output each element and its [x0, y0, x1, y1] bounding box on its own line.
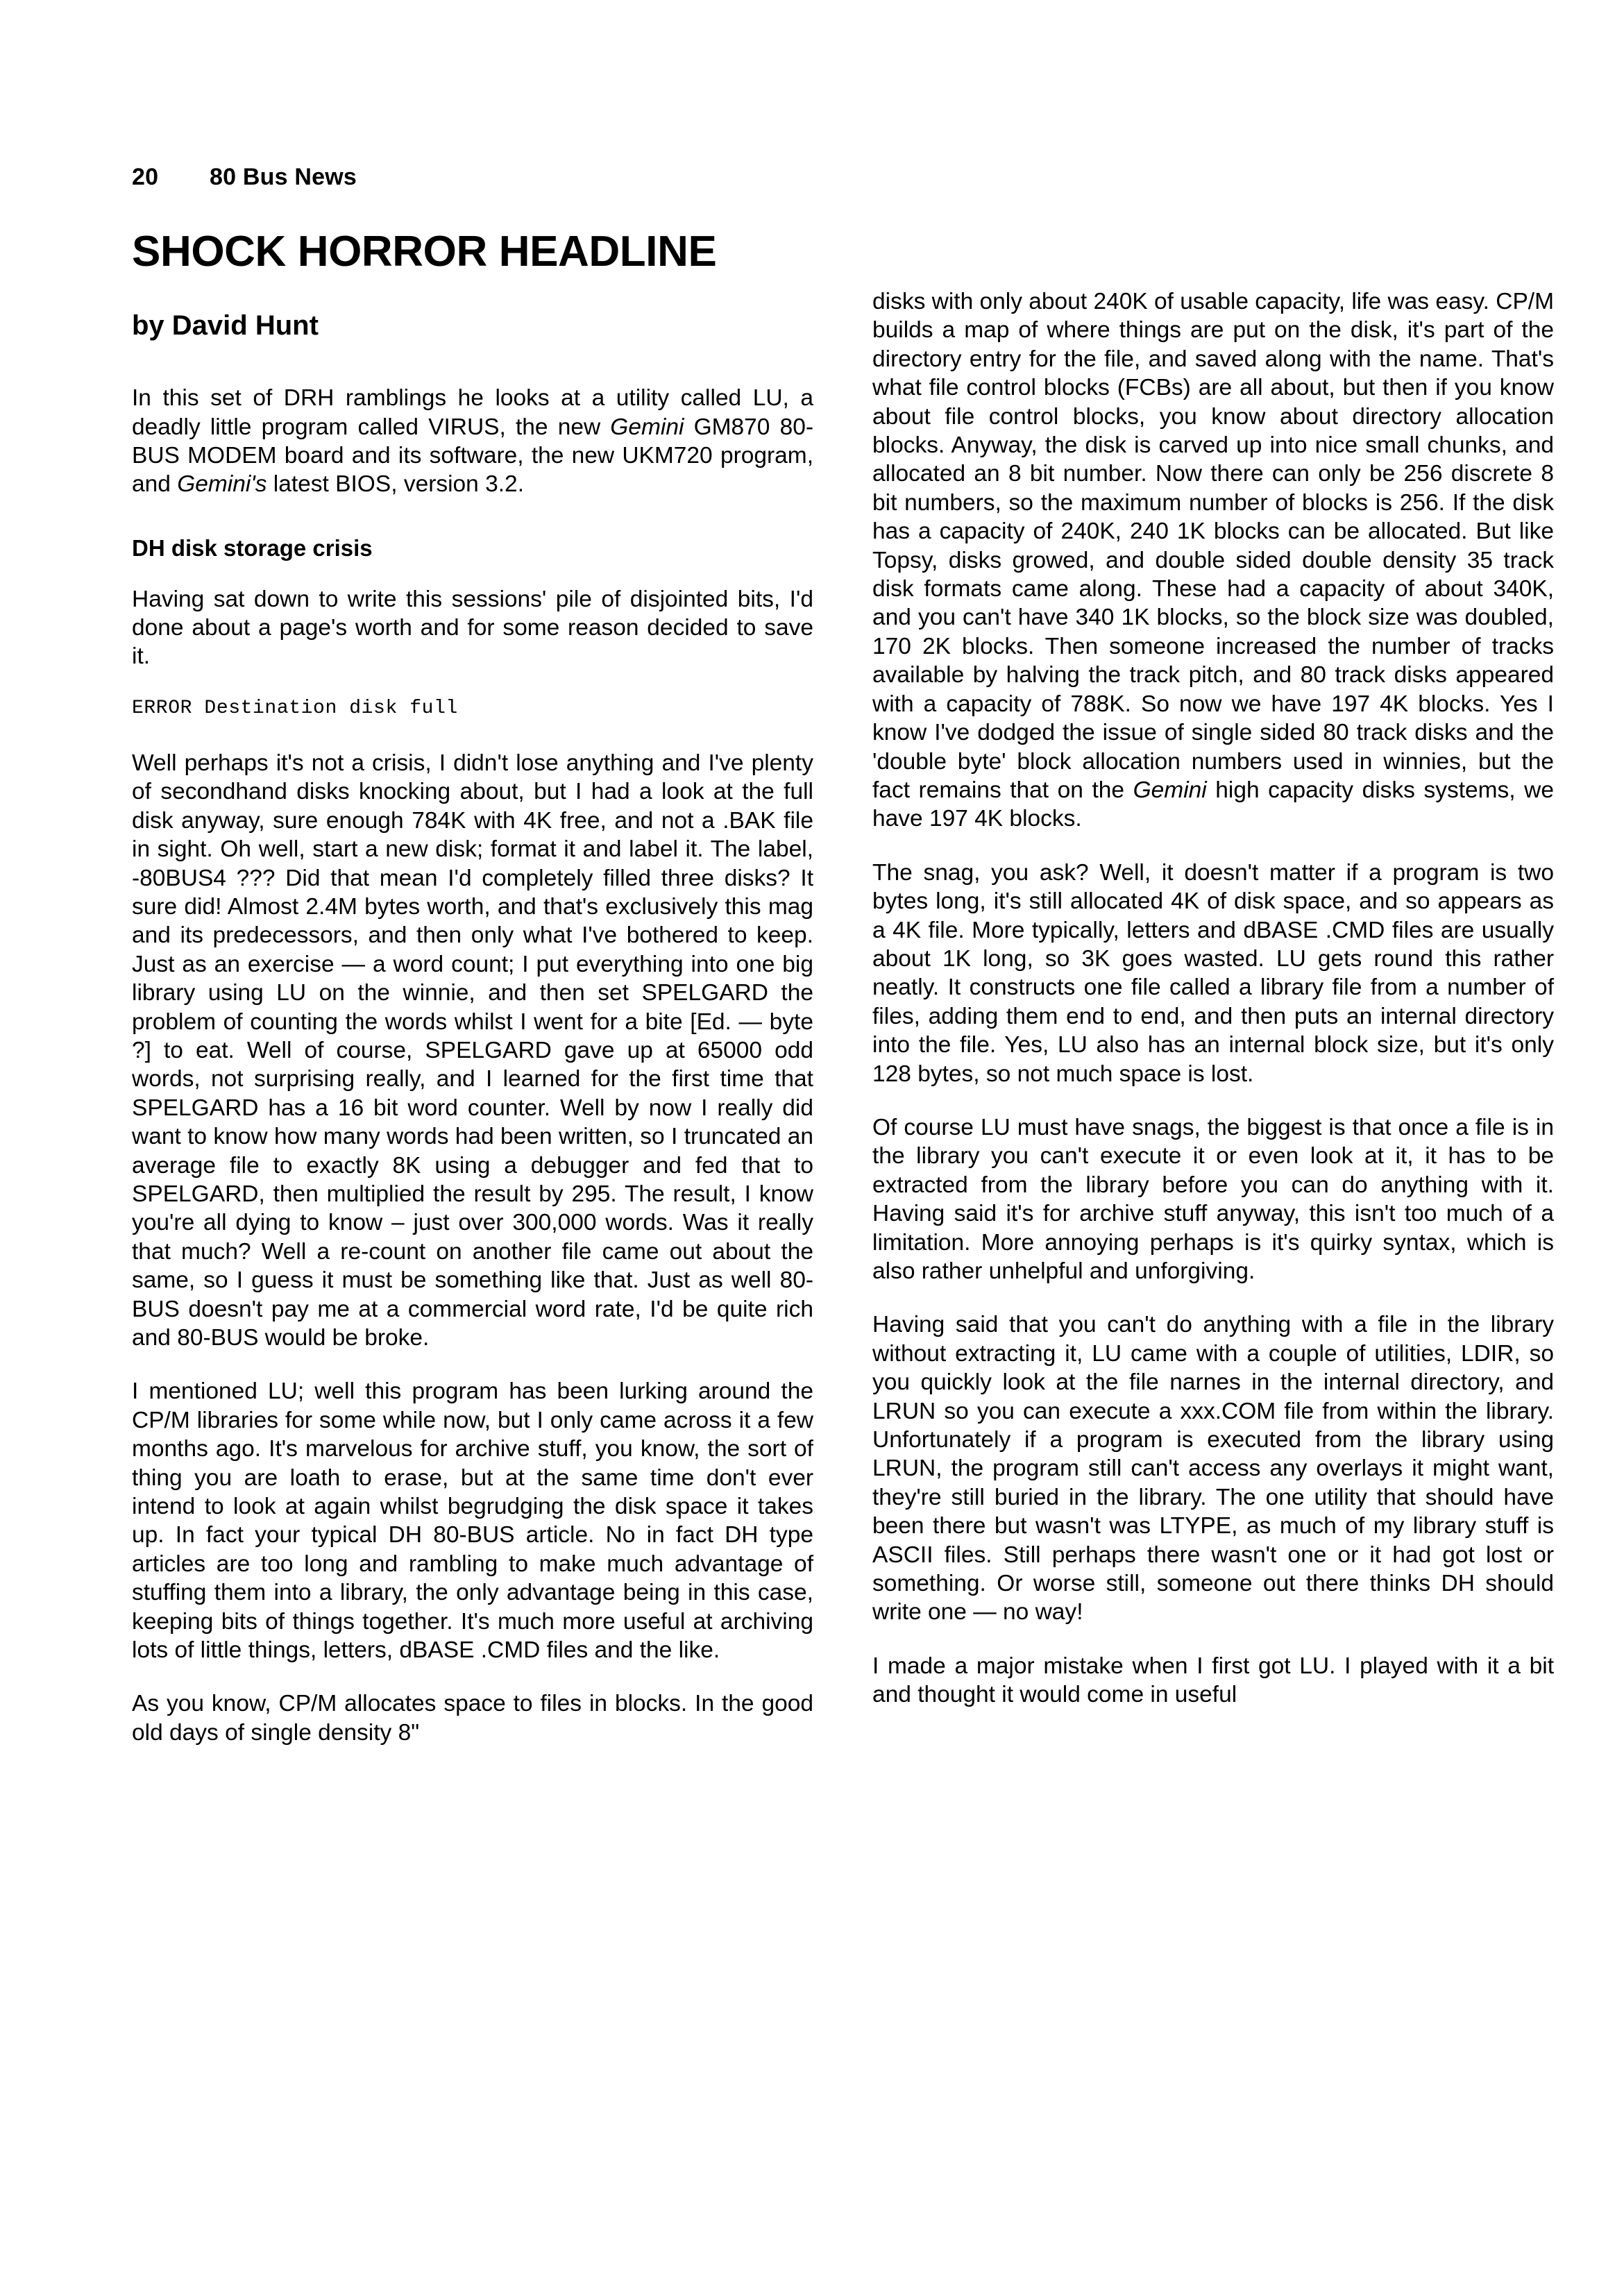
disks-text-2: high capacity disks systems, we have 197 4K blocks. — [872, 777, 1554, 832]
intro-text-3: latest BIOS, version 3.2. — [267, 471, 524, 498]
byline: by David Hunt — [132, 310, 319, 341]
section-subheading: DH disk storage crisis — [132, 534, 373, 561]
paragraph-well-perhaps: Well perhaps it's not a crisis, I didn't lose anything and I've plenty of secondhand disks knocking about, but I had a look at the full disk anyway, sure enough 784K with 4K free, and not a .BAK file in sight. Oh well, start a new disk; format it and label it. The label, -80BUS4 ??? Did that mean I'd completely filled three disks? It sure did! Almost 2.4M bytes worth, and that's exclusively this mag and its predecessors, and then only what I've bothered to keep. Just as an exercise — a word count; I put everything into one big library using LU on the winnie, and then set SPELGARD the problem of counting the words whilst I went for a bite [Ed. — byte ?] to eat. Well of course, SPELGARD gave up at 65000 odd words, not surprising really, and I learned for the first time that SPELGARD has a 16 bit word counter. Well by now I really did want to know how many words had been written, so I truncated an average file to exactly 8K using a debugger and fed that to SPELGARD, then multiplied the result by 295. The result, I know you're all dying to know – just over 300,000 words. Was it really that much? Well a re-count on another file came out about the same, so I guess it must be something like that. Just as well 80-BUS doesn't pay me at a commercial word rate, I'd be quite rich and 80-BUS would be broke. — [132, 750, 813, 1351]
running-head — [132, 164, 1555, 192]
page-number: 20 — [132, 164, 159, 190]
paragraph-as-you-know: As you know, CP/M allocates space to files in blocks. In the good old days of single density 8" — [132, 1691, 813, 1746]
left-column — [132, 229, 813, 1747]
paragraph-major-mistake: I made a major mistake when I first got LU. I played with it a bit and thought it would come in useful — [872, 1653, 1554, 1708]
gemini-italic-1: Gemini — [610, 414, 684, 440]
paragraph-the-snag: The snag, you ask? Well, it doesn't matter if a program is two bytes long, it's still allocated 4K of disk space, and so appears as a 4K file. More typically, letters and dBASE .CMD files are usually about 1K long, so 3K goes wasted. LU gets round this rather neatly. It constructs one file called a library file from a number of files, adding them end to end, and then puts an internal directory into the file. Yes, LU also has an internal block size, but it's only 128 bytes, so not much space is lost. — [872, 859, 1554, 1087]
page-content — [132, 164, 1555, 1747]
paragraph-having-said: Having said that you can't do anything with a file in the library without extracting it, LU came with a couple of utilities, LDIR, so you quickly look at the file narnes in the internal directory, and LRUN so you can execute a xxx.COM file from within the library. Unfortunately if a program is executed from the library using LRUN, the program still can't access any overlays it might want, they're still buried in the library. The one utility that should have been there but wasn't was LTYPE, as much of my library stuff is ASCII files. Still perhaps there wasn't one or it had got lost or something. Or worse still, someone out there thinks DH should write one — no way! — [872, 1312, 1554, 1626]
disks-text-1: disks with only about 240K of usable capacity, life was easy. CP/M builds a map of where things are put on the disk, it's part of the directory entry for the file, and saved along with the name. That's what file control blocks (FCBs) are all about, but then if you know about file control blocks, you know about directory allocation blocks. Anyway, the disk is carved up into nice small chunks, and allocated an 8 bit number. Now there can only be 256 discrete 8 bit numbers, so the maximum number of blocks is 256. If the disk has a capacity of 240K, 240 1K blocks can be allocated. But like Topsy, disks growed, and double sided double density 35 track disk formats came along. These had a capacity of about 340K, and you can't have 340 1K blocks, so the block size was doubled, 170 2K blocks. Then someone increased the number of tracks available by halving the track pitch, and 80 track disks appeared with a capacity of 788K. So now we have 197 4K blocks. Yes I know I've dodged the issue of single sided 80 track disks and the 'double byte' block allocation numbers used in winnies, but the fact remains that on the — [872, 289, 1554, 803]
gemini-italic-3: Gemini — [1133, 777, 1207, 803]
page-title: SHOCK HORROR HEADLINE — [132, 228, 717, 276]
error-message-listing: ERROR Destination disk full — [132, 697, 458, 719]
paragraph-of-course-lu: Of course LU must have snags, the biggest is that once a file is in the library you can't execute it or even look at it, it has to be extracted from the library before you can do anything with it. Having said it's for archive stuff anyway, this isn't too much of a limitation. More annoying perhaps is it's quirky syntax, which is also rather unhelpful and unforgiving. — [872, 1114, 1554, 1284]
intro-text-1: In this set of DRH ramblings he looks at a utility called LU, a deadly little program called VIRUS, the new — [132, 385, 813, 440]
intro-text-2: GM870 80-BUS MODEM board and its software, the new UKM720 program, and — [132, 414, 813, 498]
right-column — [872, 229, 1554, 1710]
paragraph-disks-with-only — [872, 287, 1554, 834]
publication-name: 80 Bus News — [210, 164, 357, 190]
two-column-layout — [132, 229, 1555, 1747]
gemini-italic-2: Gemini's — [177, 471, 267, 498]
paragraph-having-sat: Having sat down to write this sessions' pile of disjointed bits, I'd done about a page's worth and for some reason decided to save it. — [132, 586, 813, 670]
paragraph-intro — [132, 384, 813, 499]
paragraph-mentioned-lu: I mentioned LU; well this program has been lurking around the CP/M libraries for some while now, but I only came across it a few months ago. It's marvelous for archive stuff, you know, the sort of thing you are loath to erase, but at the same time don't ever intend to look at again whilst begrudging the disk space it takes up. In fact your typical DH 80-BUS article. No in fact DH type articles are too long and rambling to make much advantage of stuffing them into a library, the only advantage being in this case, keeping bits of things together. It's much more useful at archiving lots of little things, letters, dBASE .CMD files and the like. — [132, 1378, 813, 1664]
